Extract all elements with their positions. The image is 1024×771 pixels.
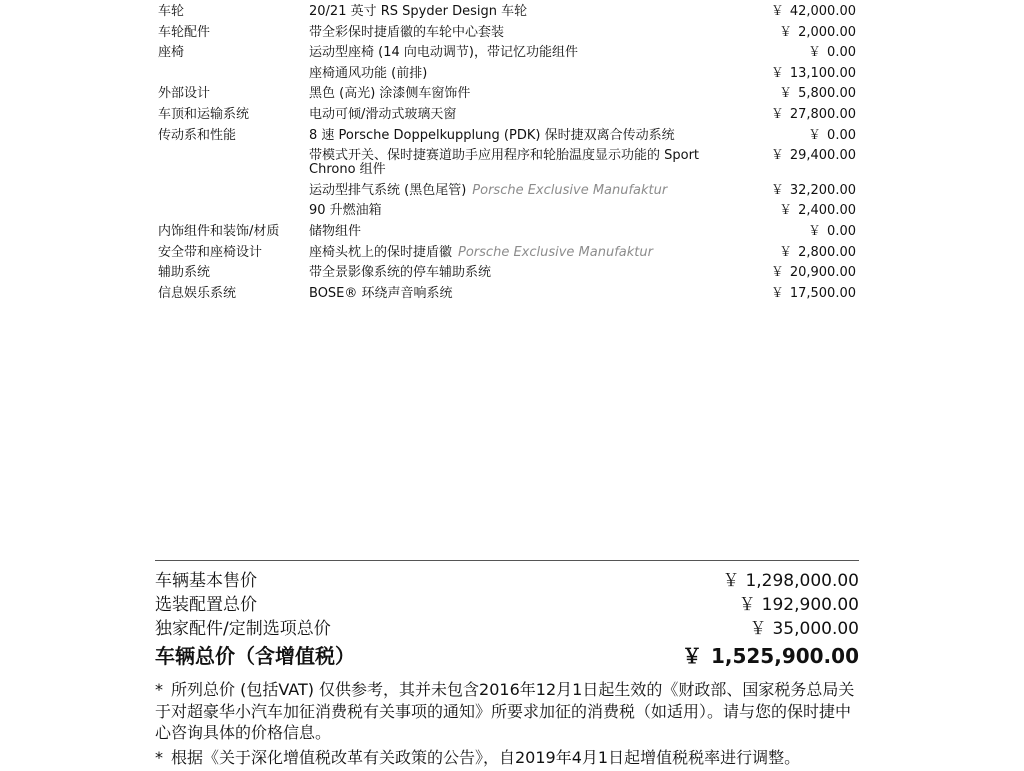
option-price-value: 17,500.00 — [789, 285, 856, 301]
currency-symbol: ￥ — [770, 106, 784, 122]
option-price-value: 29,400.00 — [789, 148, 856, 164]
option-price — [779, 204, 856, 218]
option-description: 黑色 (高光) 涂漆侧车窗饰件 — [309, 86, 471, 102]
option-category: 车顶和运输系统 — [158, 106, 250, 122]
option-description-cell — [309, 67, 724, 81]
option-price — [779, 87, 856, 101]
option-price — [771, 5, 856, 19]
option-price — [808, 129, 856, 143]
currency-symbol: ￥ — [779, 203, 793, 219]
currency-symbol: ￥ — [808, 45, 822, 61]
option-price-value: 42,000.00 — [789, 4, 856, 19]
option-description: 带全彩保时捷盾徽的车轮中心套装 — [309, 24, 505, 40]
grand-total-label: 车辆总价（含增值税） — [155, 644, 355, 668]
currency-symbol: ￥ — [681, 644, 702, 668]
currency-symbol: ￥ — [770, 182, 784, 198]
option-row — [158, 87, 858, 101]
option-price-value: 13,100.00 — [789, 65, 856, 81]
footnote-marker: * — [155, 680, 163, 699]
option-category: 辅助系统 — [158, 265, 211, 281]
option-description: 运动型排气系统 (黑色尾管) — [309, 182, 467, 198]
option-category: 传动系和性能 — [158, 127, 237, 143]
option-row — [158, 266, 858, 280]
option-description: 20/21 英寸 RS Spyder Design 车轮 — [309, 4, 528, 19]
option-price — [771, 287, 856, 301]
option-price — [771, 184, 856, 198]
currency-symbol: ￥ — [770, 265, 784, 281]
exclusive-total-row — [155, 617, 859, 641]
option-row — [158, 246, 858, 260]
option-category: 座椅 — [158, 45, 185, 61]
footnote-text: 根据《关于深化增值税改革有关政策的公告》，自2019年4月1日起增值税税率进行调整。 — [171, 747, 801, 767]
option-price — [771, 67, 856, 81]
footnote — [155, 747, 859, 769]
option-category: 车轮 — [158, 4, 185, 19]
option-description: 座椅头枕上的保时捷盾徽 — [309, 244, 453, 260]
currency-symbol: ￥ — [808, 127, 822, 143]
option-description: 储物组件 — [309, 223, 362, 239]
exclusive-total-amount — [749, 617, 859, 641]
base-price-value: 1,298,000.00 — [745, 571, 859, 591]
option-description-cell — [309, 26, 724, 40]
base-price-label: 车辆基本售价 — [155, 571, 257, 591]
option-category: 安全带和座椅设计 — [158, 244, 263, 260]
exclusive-total-label: 独家配件/定制选项总价 — [155, 619, 331, 639]
footnote-marker: * — [155, 747, 163, 767]
exclusive-manufaktur-note: Porsche Exclusive Manufaktur — [472, 182, 668, 198]
option-description: 90 升燃油箱 — [309, 203, 382, 219]
currency-symbol: ￥ — [722, 571, 740, 591]
grand-total-row — [155, 641, 859, 671]
option-category: 外部设计 — [158, 86, 211, 102]
base-price-row — [155, 569, 859, 593]
option-description-cell — [309, 149, 724, 177]
totals-section — [155, 569, 859, 671]
option-description: BOSE® 环绕声音响系统 — [309, 285, 453, 301]
option-row — [158, 204, 858, 218]
option-row — [158, 184, 858, 198]
option-row — [158, 108, 858, 122]
footnotes — [155, 679, 859, 771]
option-description-cell — [309, 87, 724, 101]
option-description-cell — [309, 204, 724, 218]
option-row — [158, 287, 858, 301]
option-price — [771, 266, 856, 280]
option-row — [158, 26, 858, 40]
footnote-text: 所列总价 (包括VAT) 仅供参考，其并未包含2016年12月1日起生效的《财政部、国家税务总局关于对超豪华小汽车加征消费税有关事项的通知》所要求加征的消费税（如适用）。请与您的保时捷中心咨询具体的价格信息。 — [155, 680, 855, 742]
option-description-cell — [309, 5, 724, 19]
currency-symbol: ￥ — [770, 65, 784, 81]
option-description-cell — [309, 225, 724, 239]
options-total-row — [155, 593, 859, 617]
grand-total-amount — [682, 641, 859, 671]
currency-symbol: ￥ — [779, 24, 793, 40]
option-category: 内饰组件和装饰/材质 — [158, 223, 280, 239]
footnote — [155, 679, 859, 744]
option-price-value: 2,400.00 — [798, 203, 856, 219]
currency-symbol: ￥ — [770, 148, 784, 164]
option-price-value: 5,800.00 — [798, 86, 856, 102]
option-price-value: 2,000.00 — [798, 24, 856, 40]
option-price-value: 2,800.00 — [798, 244, 856, 260]
option-description-cell — [309, 246, 724, 260]
grand-total-value: 1,525,900.00 — [710, 644, 859, 668]
option-description: 8 速 Porsche Doppelkupplung (PDK) 保时捷双离合传动系统 — [309, 127, 675, 143]
options-list — [158, 5, 858, 307]
options-total-label: 选装配置总价 — [155, 595, 257, 615]
option-price-value: 0.00 — [827, 45, 856, 61]
currency-symbol: ￥ — [779, 86, 793, 102]
option-category: 信息娱乐系统 — [158, 285, 237, 301]
option-price-value: 27,800.00 — [789, 106, 856, 122]
option-category: 车轮配件 — [158, 24, 211, 40]
option-description-cell — [309, 108, 724, 122]
currency-symbol: ￥ — [738, 595, 756, 615]
option-row — [158, 225, 858, 239]
options-total-amount — [739, 593, 859, 617]
option-price — [771, 149, 856, 163]
option-row — [158, 129, 858, 143]
option-description: 运动型座椅 (14 向电动调节)，带记忆功能组件 — [309, 45, 578, 61]
option-description-cell — [309, 129, 724, 143]
option-row — [158, 46, 858, 60]
currency-symbol: ￥ — [779, 244, 793, 260]
option-price — [808, 225, 856, 239]
option-price — [779, 246, 856, 260]
option-description-cell — [309, 287, 724, 301]
currency-symbol: ￥ — [770, 285, 784, 301]
options-total-value: 192,900.00 — [761, 595, 859, 615]
currency-symbol: ￥ — [808, 223, 822, 239]
option-row — [158, 149, 858, 177]
option-description: 带全景影像系统的停车辅助系统 — [309, 265, 492, 281]
option-row — [158, 67, 858, 81]
option-description-cell — [309, 184, 724, 198]
option-description-cell — [309, 266, 724, 280]
option-price — [808, 46, 856, 60]
option-price — [779, 26, 856, 40]
option-price-value: 0.00 — [827, 127, 856, 143]
option-price-value: 32,200.00 — [789, 182, 856, 198]
option-price — [771, 108, 856, 122]
option-description-cell — [309, 46, 724, 60]
option-description: 座椅通风功能 (前排) — [309, 65, 428, 81]
base-price-amount — [722, 569, 859, 593]
currency-symbol: ￥ — [770, 4, 784, 19]
option-price-value: 0.00 — [827, 223, 856, 239]
exclusive-total-value: 35,000.00 — [772, 619, 859, 639]
totals-divider — [155, 560, 859, 561]
option-price-value: 20,900.00 — [789, 265, 856, 281]
option-description: 电动可倾/滑动式玻璃天窗 — [309, 106, 457, 122]
option-row — [158, 5, 858, 19]
currency-symbol: ￥ — [749, 619, 767, 639]
exclusive-manufaktur-note: Porsche Exclusive Manufaktur — [458, 244, 653, 260]
option-description: 带模式开关、保时捷赛道助手应用程序和轮胎温度显示功能的 Sport Chrono 组件 — [309, 148, 700, 178]
